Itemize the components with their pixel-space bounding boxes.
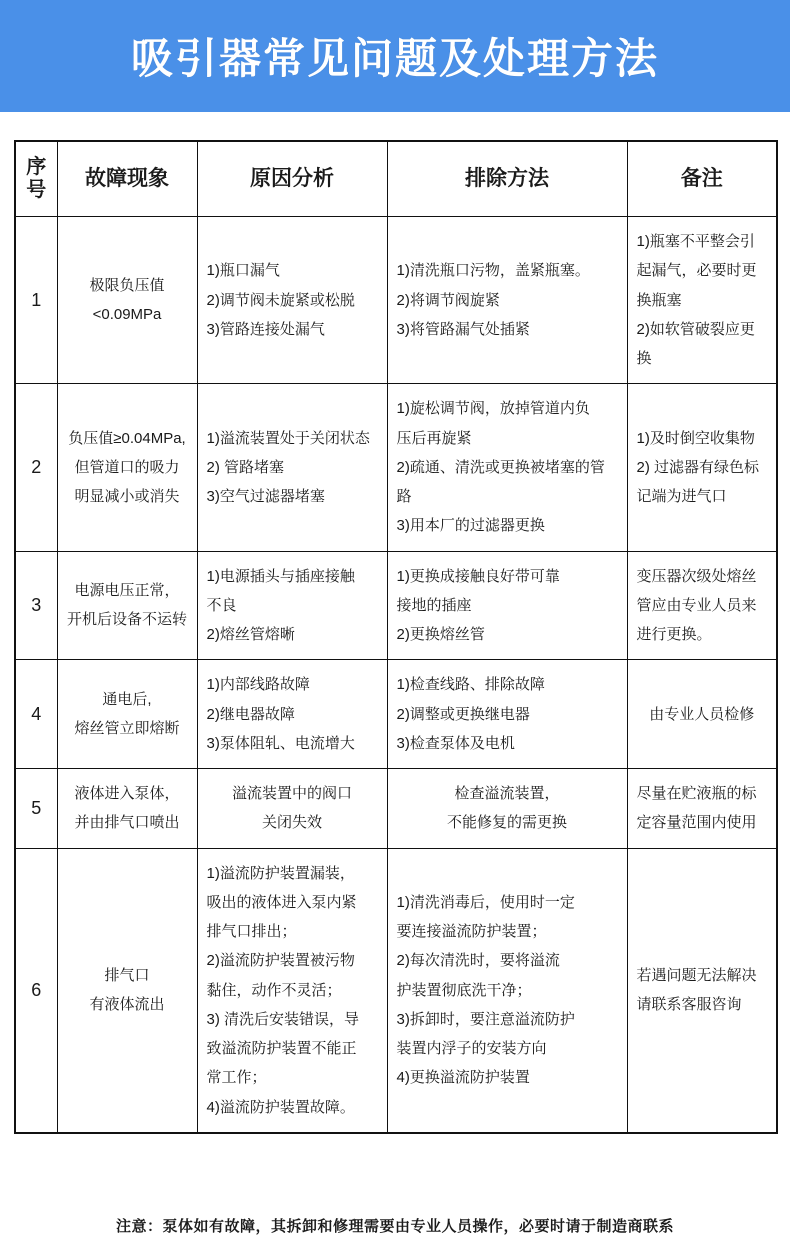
text-line: 护装置彻底洗干净； [396,981,532,999]
cell-fix [387,384,627,551]
text-line: 3)拆卸时，要注意溢流防护 [396,1010,575,1028]
text-line: 溢流装置中的阀口 [231,785,352,802]
text-line: 3) 清洗后安装错误，导 [206,1010,360,1028]
row-number: 6 [15,848,57,1133]
text-line: 接地的插座 [396,596,472,614]
table-container [0,112,790,1199]
text-line: 进行更换。 [636,626,712,643]
text-line: 并由排气口喷出 [74,814,180,832]
table-header [15,141,777,217]
text-line: 有液体流出 [89,996,165,1014]
column-header-phenomenon: 故障现象 [57,141,197,217]
cell-fix [387,660,627,769]
text-line: 1)旋松调节阀，放掉管道内负 [396,400,590,418]
text-line: 2)将调节阀旋紧 [396,291,500,309]
cell-fix [387,551,627,660]
cell-cause [197,769,387,849]
cell-phenomenon [57,217,197,384]
cell-phenomenon [57,848,197,1133]
text-line: 开机后设备不运转 [66,611,187,629]
cell-phenomenon [57,769,197,849]
cell-note [627,384,777,551]
text-line: 1)内部线路故障 [206,676,310,694]
text-line: 1)更换成接触良好带可靠 [396,567,560,585]
text-line: 排气口 [104,966,150,984]
text-line: 3)空气过滤器堵塞 [206,488,325,505]
text-line: 2) 管路堵塞 [206,458,285,476]
text-line: 4)溢流防护装置故障。 [206,1098,355,1116]
column-header-fix: 排除方法 [387,141,627,217]
text-line: 3)泵体阻轧、电流增大 [206,734,355,752]
text-line: 不能修复的需更换 [446,814,567,832]
cell-note [627,769,777,849]
text-line: 变压器次级处熔丝 [636,567,757,585]
text-line: 起漏气，必要时更 [636,262,757,280]
footer-note: 注意：泵体如有故障，其拆卸和修理需要由专业人员操作，必要时请于制造商联系 [115,1218,674,1235]
text-line: 2) 过滤器有绿色标 [636,458,760,476]
text-line: 1)检查线路、排除故障 [396,676,545,694]
text-line: 致溢流防护装置不能正 [206,1040,357,1057]
cell-note [627,217,777,384]
text-line: 2)疏通、清洗或更换被堵塞的管路 [396,458,605,505]
text-line: 定容量范围内使用 [636,814,757,832]
text-line: 1)溢流防护装置漏装， [206,864,355,882]
text-line: 关闭失效 [261,814,322,832]
text-line: 由专业人员检修 [649,705,755,723]
cell-phenomenon [57,384,197,551]
text-line: 通电后, [102,690,152,708]
text-line: 1)瓶口漏气 [206,262,280,280]
row-number: 5 [15,769,57,849]
text-line: 检查溢流装置， [454,785,560,802]
text-line: 极限负压值 [89,276,165,294]
text-line: 不良 [206,596,237,614]
cell-cause [197,551,387,660]
text-line: 熔丝管立即熔断 [74,720,180,738]
text-line: 请联系客服咨询 [636,996,742,1014]
text-line: 记端为进气口 [636,488,727,505]
column-header-no: 序号 [15,141,57,217]
text-line: 但管道口的吸力 [74,458,180,476]
cell-cause [197,660,387,769]
page-title: 吸引器常见问题及处理方法 [130,35,659,82]
text-line: 1)瓶塞不平整会引 [636,233,755,250]
table-row [15,769,777,849]
text-line: 2)调节阀未旋紧或松脱 [206,291,355,309]
title-banner [0,0,790,112]
text-line: 负压值≥0.04MPa, [68,429,186,447]
text-line: 3)用本厂的过滤器更换 [396,517,545,535]
text-line: 装置内浮子的安装方向 [396,1040,547,1057]
cell-note [627,848,777,1133]
text-line: 4)更换溢流防护装置 [396,1069,530,1087]
row-number: 3 [15,551,57,660]
fault-troubleshooting-table [14,140,778,1134]
cell-fix [387,217,627,384]
cell-cause [197,384,387,551]
text-line: 2)更换熔丝管 [396,626,485,643]
table-row [15,384,777,551]
text-line: 液体进入泵体， [74,785,180,802]
cell-phenomenon [57,551,197,660]
text-line: 1)及时倒空收集物 [636,429,755,447]
text-line: 1)溢流装置处于关闭状态 [206,429,370,447]
text-line: 压后再旋紧 [396,429,472,447]
text-line: 3)管路连接处漏气 [206,320,325,338]
cell-phenomenon [57,660,197,769]
text-line: 排气口排出； [206,923,297,940]
column-header-cause: 原因分析 [197,141,387,217]
text-line: 2)继电器故障 [206,705,295,723]
text-line: 吸出的液体进入泵内紧 [206,893,357,911]
text-line: 换瓶塞 [636,291,682,309]
table-row [15,848,777,1133]
row-number: 4 [15,660,57,769]
cell-fix [387,848,627,1133]
table-body [15,217,777,1133]
cell-fix [387,769,627,849]
cell-note [627,660,777,769]
cell-note [627,551,777,660]
text-line: 1)清洗瓶口污物，盖紧瓶塞。 [396,262,590,280]
text-line: 管应由专业人员来 [636,596,757,614]
text-line: 2)溢流防护装置被污物 [206,952,355,970]
table-row [15,217,777,384]
text-line: 1)清洗消毒后，使用时一定 [396,893,575,911]
text-line: 2)调整或更换继电器 [396,705,530,723]
column-header-note: 备注 [627,141,777,217]
table-row [15,660,777,769]
text-line: 2)熔丝管熔晰 [206,626,295,643]
text-line: 常工作； [206,1069,267,1087]
table-row [15,551,777,660]
text-line: <0.09MPa [92,306,162,324]
text-line: 电源电压正常， [74,582,180,600]
text-line: 3)检查泵体及电机 [396,734,515,752]
text-line: 要连接溢流防护装置； [396,923,547,940]
cell-cause [197,848,387,1133]
text-line: 1)电源插头与插座接触 [206,567,355,585]
text-line: 2)每次清洗时，要将溢流 [396,952,560,970]
table-header-row [15,141,777,217]
text-line: 尽量在贮液瓶的标 [636,785,757,802]
text-line: 2)如软管破裂应更换 [636,320,755,367]
text-line: 若遇问题无法解决 [636,966,757,984]
text-line: 黏住，动作不灵活； [206,981,342,999]
cell-cause [197,217,387,384]
row-number: 1 [15,217,57,384]
text-line: 3)将管路漏气处插紧 [396,320,530,338]
text-line: 明显减小或消失 [74,488,180,505]
row-number: 2 [15,384,57,551]
